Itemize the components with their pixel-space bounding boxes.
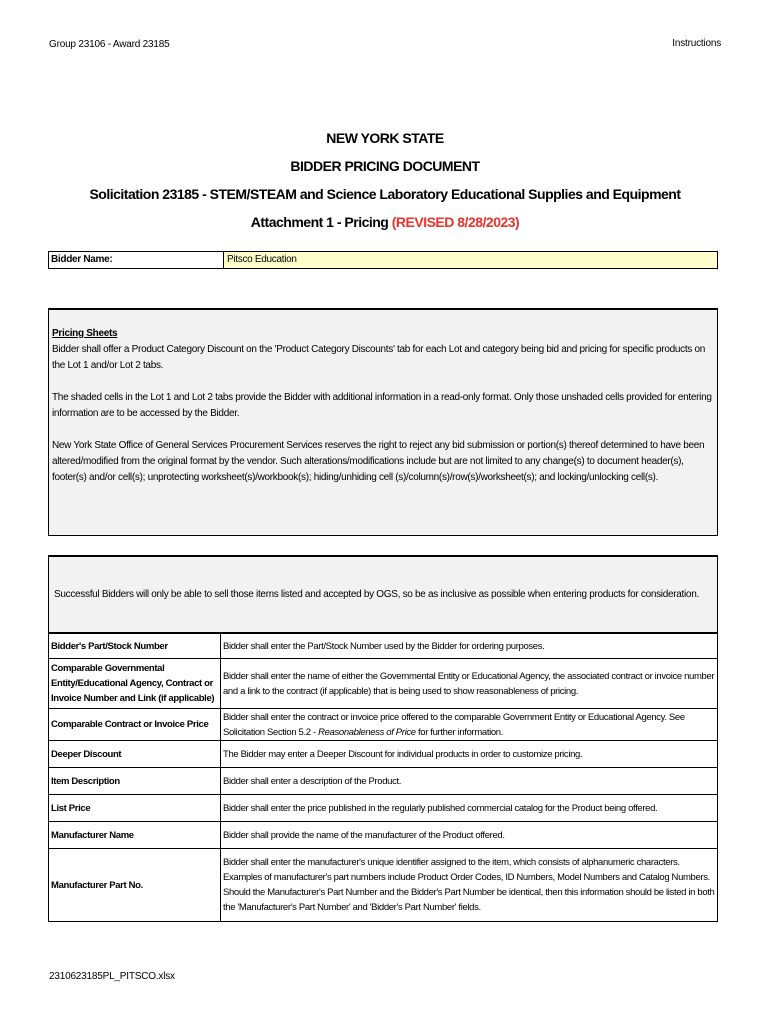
successful-bidders-note: Successful Bidders will only be able to sell those items listed and accepted by OGS, so be as inclusive as possible when entering products for consideration. — [54, 589, 699, 600]
field-description: Bidder shall enter the price published in the regularly published commercial catalog for the Product being offered. — [221, 795, 718, 822]
pricing-sheets-heading: Pricing Sheets — [52, 328, 118, 339]
field-name: List Price — [49, 795, 221, 822]
instruction-paragraph-1: Bidder shall offer a Product Category Discount on the 'Product Category Discounts' tab for each Lot and category being bid and pricing for specific products on the Lot 1 and/or Lot 2 tabs. — [52, 344, 706, 371]
field-name: Manufacturer Name — [49, 822, 221, 849]
table-row — [49, 659, 718, 709]
field-description-tail: for further information. — [415, 726, 504, 738]
table-row — [49, 768, 718, 795]
table-row — [49, 849, 718, 922]
table-row — [49, 741, 718, 768]
field-description: Bidder shall provide the name of the manufacturer of the Product offered. — [221, 822, 718, 849]
title-line-state: NEW YORK STATE — [326, 130, 444, 146]
bidder-name-cell[interactable]: Pitsco Education — [224, 252, 717, 268]
field-description: The Bidder may enter a Deeper Discount for individual products in order to customize pricing. — [221, 741, 718, 768]
pricing-sheets-instructions — [48, 308, 718, 536]
table-row — [49, 822, 718, 849]
header-group-award: Group 23106 - Award 23185 — [49, 39, 170, 50]
footer-filename: 2310623185PL_PITSCO.xlsx — [49, 971, 175, 982]
instruction-paragraph-2: The shaded cells in the Lot 1 and Lot 2 tabs provide the Bidder with additional information in a read-only format. Only those unshaded cells provided for entering information are to be accessed by the Bidder. — [52, 392, 712, 419]
field-description-text: Bidder shall enter the contract or invoice price offered to the comparable Government Entity or Educational Agency. See Solicitation Section 5.2 - — [223, 711, 685, 738]
successful-bidders-note-box — [48, 555, 718, 633]
table-row — [49, 795, 718, 822]
bidder-name-label: Bidder Name: — [49, 252, 224, 268]
title-line-attachment — [0, 211, 770, 239]
table-row — [49, 634, 718, 659]
title-line-solicitation: Solicitation 23185 - STEM/STEAM and Science Laboratory Educational Supplies and Equipment — [89, 186, 681, 202]
field-name: Item Description — [49, 768, 221, 795]
field-definitions-table — [48, 633, 718, 922]
table-row — [49, 709, 718, 741]
field-description: Bidder shall enter the manufacturer's unique identifier assigned to the item, which consists of alphanumeric characters. Examples of manufacturer's part numbers include Product Order Codes, ID Numbers, Model Numbers and Catalog Numbers. Should the Manufacturer's Part Number and the Bidder's Part Number be identical, then this information should be listed in both the 'Manufacturer's Part Number' and 'Bidder's Part Number' fields. — [221, 849, 718, 922]
attachment-label: Attachment 1 - Pricing — [250, 214, 392, 230]
field-description-italic: Reasonableness of Price — [318, 726, 416, 738]
document-title — [0, 127, 770, 239]
header-sheet-name: Instructions — [672, 38, 721, 49]
instruction-paragraph-3: New York State Office of General Services Procurement Services reserves the right to reject any bid submission or portion(s) thereof determined to have been altered/modified from the original format by the vendor. Such alterations/modifications include but are not limited to any change(s) to document header(s), footer(s) and/or cell(s); unprotecting worksheet(s)/workbook(s); hiding/unhiding cell (s)/column(s)/row(s)/worksheet(s); and locking/unlocking cell(s). — [52, 440, 705, 483]
field-name: Deeper Discount — [49, 741, 221, 768]
field-description — [221, 709, 718, 741]
field-name: Comparable Contract or Invoice Price — [49, 709, 221, 741]
field-description: Bidder shall enter the name of either the Governmental Entity or Educational Agency, the associated contract or invoice number and a link to the contract (if applicable) that is being used to show reasonableness of pricing. — [221, 659, 718, 709]
title-line-document: BIDDER PRICING DOCUMENT — [290, 158, 480, 174]
field-description: Bidder shall enter a description of the Product. — [221, 768, 718, 795]
field-name: Bidder's Part/Stock Number — [49, 634, 221, 659]
bidder-name-row — [48, 251, 718, 269]
revised-date: (REVISED 8/28/2023) — [391, 214, 520, 230]
field-name: Comparable Governmental Entity/Educational Agency, Contract or Invoice Number and Link (if applicable) — [49, 659, 221, 709]
field-description: Bidder shall enter the Part/Stock Number used by the Bidder for ordering purposes. — [221, 634, 718, 659]
field-name: Manufacturer Part No. — [49, 849, 221, 922]
